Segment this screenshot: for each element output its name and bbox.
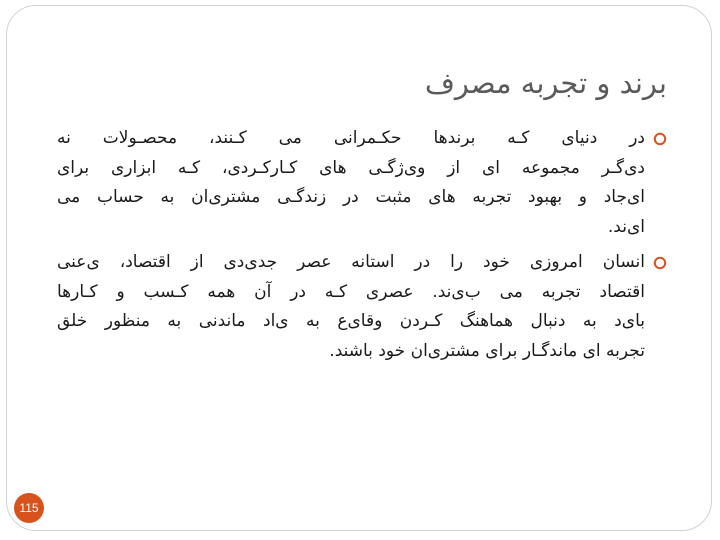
bullet-2-line-4: تجربه ای ماندگـار برای مشتری‌ان خود باشند. <box>329 340 645 361</box>
bullet-1-line-4: ای‌ند. <box>607 216 645 237</box>
bullet-2-line-3: بای‌د به دنبال هماهنگ کـردن وقای‌ع به ی‌اد ماندنی به منظور خلق <box>57 311 645 331</box>
orange-ring-bullet-icon <box>653 256 667 270</box>
bullet-1-line-3: ای‌جاد و بهبود تجربه های مثبت در زندگـی مشتری‌ان به حساب می <box>57 187 645 207</box>
slide-content <box>57 124 667 372</box>
bullet-2-line-1: انسان امروزی خود را در استانه عصر جدی‌دی از اقتصاد، ی‌عنی <box>57 252 645 272</box>
page-number-badge: 115 <box>14 493 44 523</box>
orange-ring-bullet-icon <box>653 132 667 146</box>
bullet-1-line-2: دی‌گـر مجموعه ای از وی‌ژگـی های کـارکـردی، کـه ابزاری برای <box>57 157 645 178</box>
bullet-2-line-2: اقتصاد تجربه می ب‌ی‌ند. عصری کـه در آن همه کـسب و کـارها <box>57 281 645 302</box>
bullet-item-1 <box>57 124 667 242</box>
slide-title: برند و تجربه مصرف <box>424 66 667 100</box>
bullet-item-2 <box>57 248 667 366</box>
bullet-1-line-1: در دنیای کـه برندها حکـمرانی می کـنند، محصـولات نه <box>57 128 645 148</box>
slide-frame <box>6 5 712 531</box>
